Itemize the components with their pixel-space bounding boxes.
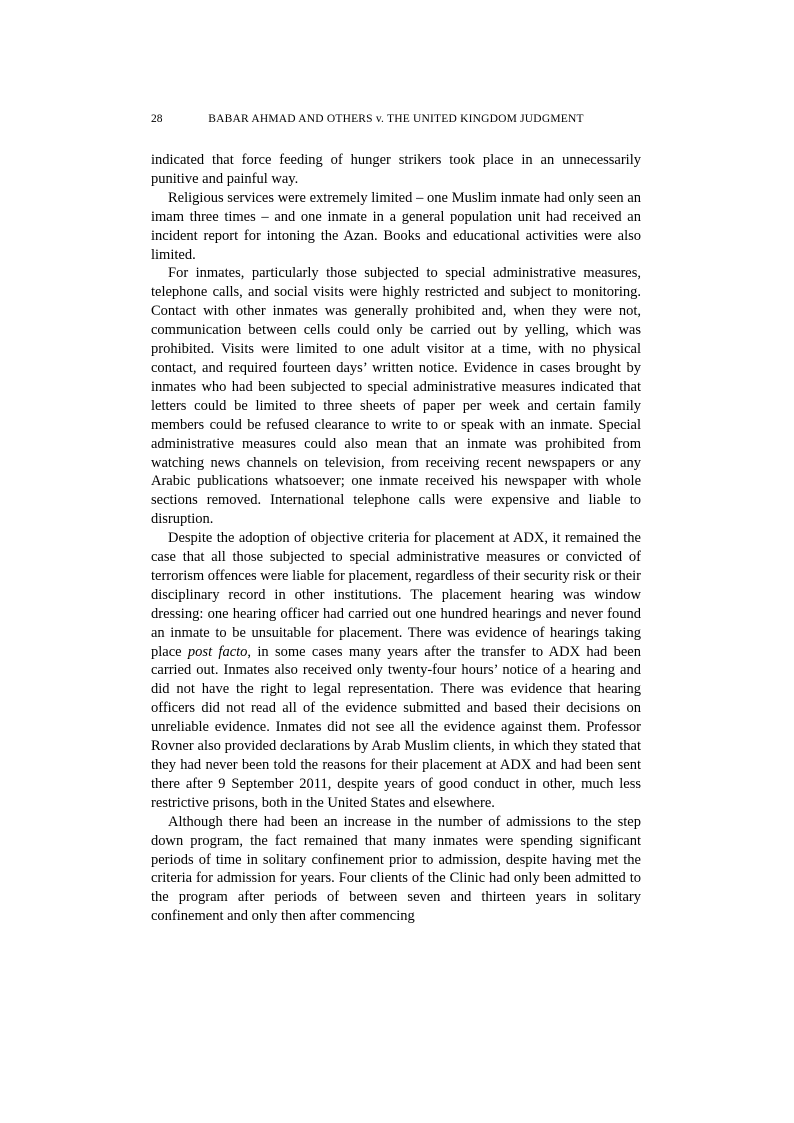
paragraph: Although there had been an increase in the number of admissions to the step down program, the fact remained that many inmates were spending significant periods of time in solitary confinement prior to admission, despite having met the criteria for admission for years. Four clients of the Clinic had only been admitted to the program after periods of between seven and thirteen years in solitary confinement and only then after commencing [151,813,641,925]
text-run: , in some cases many years after the transfer to ADX had been carried out. Inmates also received only twenty-four hours’ notice of a hearing and did not have the right to legal representation. There was evidence that hearing officers did not read all of the evidence submitted and based their decisions on unreliable evidence. Inmates did not see all the evidence against them. Professor Rovner also provided declarations by Arab Muslim clients, in which they stated that they had never been told the reasons for their placement at ADX and had been sent there after 9 September 2011, despite years of good conduct in other, much less restrictive prisons, both in the United States and elsewhere. [151,643,641,811]
paragraph-continuation: indicated that force feeding of hunger strikers took place in an unnecessarily punitive and painful way. [151,152,641,187]
paragraph [151,529,641,813]
running-title: BABAR AHMAD AND OTHERS v. THE UNITED KINGDOM JUDGMENT [208,113,584,125]
page-header [151,112,641,126]
page-number: 28 [151,113,163,125]
paragraph: Religious services were extremely limited – one Muslim inmate had only seen an imam three times – and one inmate in a general population unit had received an incident report for intoning the Azan. Books and educational activities were also limited. [151,189,641,263]
page-body [151,151,641,926]
text-run: Despite the adoption of objective criteria for placement at ADX, it remained the case that all those subjected to special administrative measures or convicted of terrorism offences were liable for placement, regardless of their security risk or their disciplinary record in other institutions. The placement hearing was window dressing: one hearing officer had carried out one hundred hearings and never found an inmate to be unsuitable for placement. There was evidence of hearings taking place [151,530,641,660]
text-run-italic: post facto [187,643,248,660]
paragraph: For inmates, particularly those subjected to special administrative measures, telephone calls, and social visits were highly restricted and subject to monitoring. Contact with other inmates was generally prohibited and, when they were not, communication between cells could only be carried out by yelling, which was prohibited. Visits were limited to one adult visitor at a time, with no physical contact, and required fourteen days’ written notice. Evidence in cases brought by inmates who had been subjected to special administrative measures indicated that letters could be limited to three sheets of paper per week and certain family members could be refused clearance to write to or speak with an inmate. Special administrative measures could also mean that an inmate was prohibited from watching news channels on television, from receiving recent newspapers or any Arabic publications whatsoever; one inmate received his newspaper with whole sections removed. International telephone calls were expensive and liable to disruption. [151,265,641,528]
